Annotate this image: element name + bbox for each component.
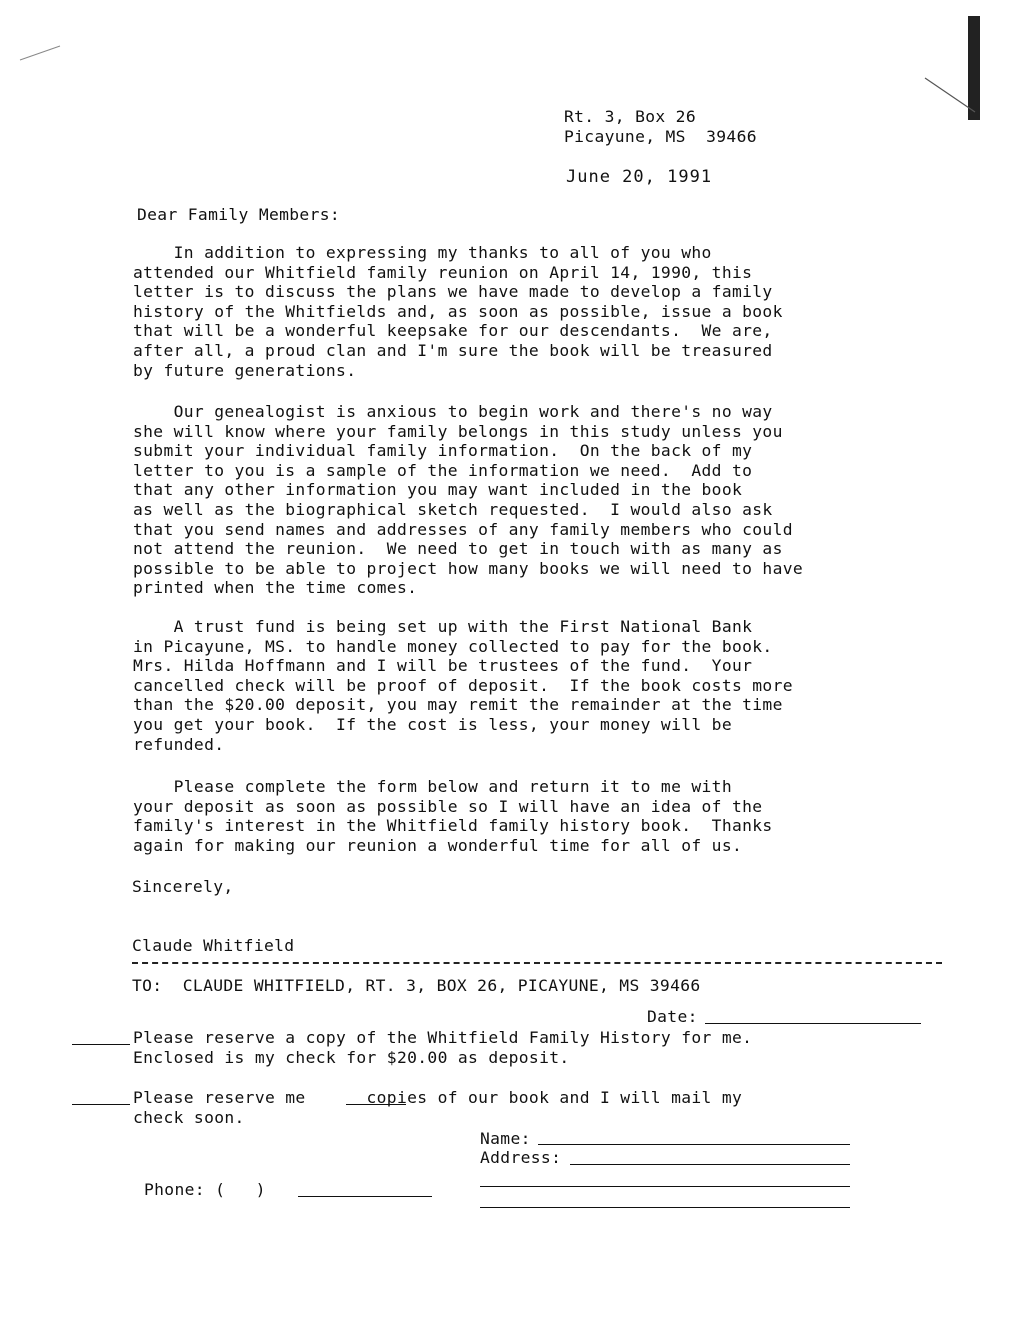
option2-checkbox[interactable]: [72, 1104, 130, 1105]
phone-field[interactable]: [298, 1196, 432, 1197]
signer-name: Claude Whitfield: [132, 936, 295, 955]
form-date-field[interactable]: [705, 1023, 921, 1024]
closing: Sincerely,: [132, 877, 234, 896]
address-field-line-3[interactable]: [480, 1207, 850, 1208]
address-field-line-1[interactable]: [570, 1164, 850, 1165]
option1-text: Please reserve a copy of the Whitfield Family History for me. Enclosed is my check for $20.00 as deposit.: [133, 1028, 753, 1067]
sender-address: Rt. 3, Box 26 Picayune, MS 39466: [564, 107, 757, 146]
salutation: Dear Family Members:: [137, 205, 341, 224]
address-label: Address:: [480, 1148, 562, 1167]
address-field-line-2[interactable]: [480, 1186, 850, 1187]
form-to-line: TO: CLAUDE WHITFIELD, RT. 3, BOX 26, PICAYUNE, MS 39466: [132, 976, 701, 995]
name-label: Name:: [480, 1129, 531, 1148]
option2-text: Please reserve me copies of our book and I will mail my check soon.: [133, 1088, 743, 1127]
cut-line: [132, 962, 942, 964]
letter-date: June 20, 1991: [566, 167, 713, 187]
phone-label: Phone: ( ): [144, 1180, 266, 1199]
paragraph-4: Please complete the form below and return it to me with your deposit as soon as possible so I will have an idea of the family's interest in the Whitfield family history book. Thanks again for making our reunion a wonderful time for all of us.: [133, 777, 773, 855]
name-field[interactable]: [538, 1144, 850, 1145]
scan-fold-lines: [0, 0, 1020, 160]
form-date-label: Date:: [647, 1007, 698, 1026]
paragraph-3: A trust fund is being set up with the First National Bank in Picayune, MS. to handle money collected to pay for the book. Mrs. Hilda Hoffmann and I will be trustees of the fund. Your cancelled check will be proof of deposit. If the book costs more than the $20.00 deposit, you may remit the remainder at the time you get your book. If the cost is less, your money will be refunded.: [133, 617, 793, 754]
option1-checkbox[interactable]: [72, 1044, 130, 1045]
copies-count-field[interactable]: [346, 1104, 406, 1105]
paragraph-1: In addition to expressing my thanks to all of you who attended our Whitfield family reunion on April 14, 1990, this letter is to discuss the plans we have made to develop a family history of the Whitfields and, as soon as possible, issue a book that will be a wonderful keepsake for our descendants. We are, after all, a proud clan and I'm sure the book will be treasured by future generations.: [133, 243, 783, 380]
paragraph-2: Our genealogist is anxious to begin work and there's no way she will know where your family belongs in this study unless you submit your individual family information. On the back of my letter to you is a sample of the information we need. Add to that any other information you may want included in the book as well as the biographical sketch requested. I would also ask that you send names and addresses of any family members who could not attend the reunion. We need to get in touch with as many as possible to be able to project how many books we will need to have printed when the time comes.: [133, 402, 804, 598]
